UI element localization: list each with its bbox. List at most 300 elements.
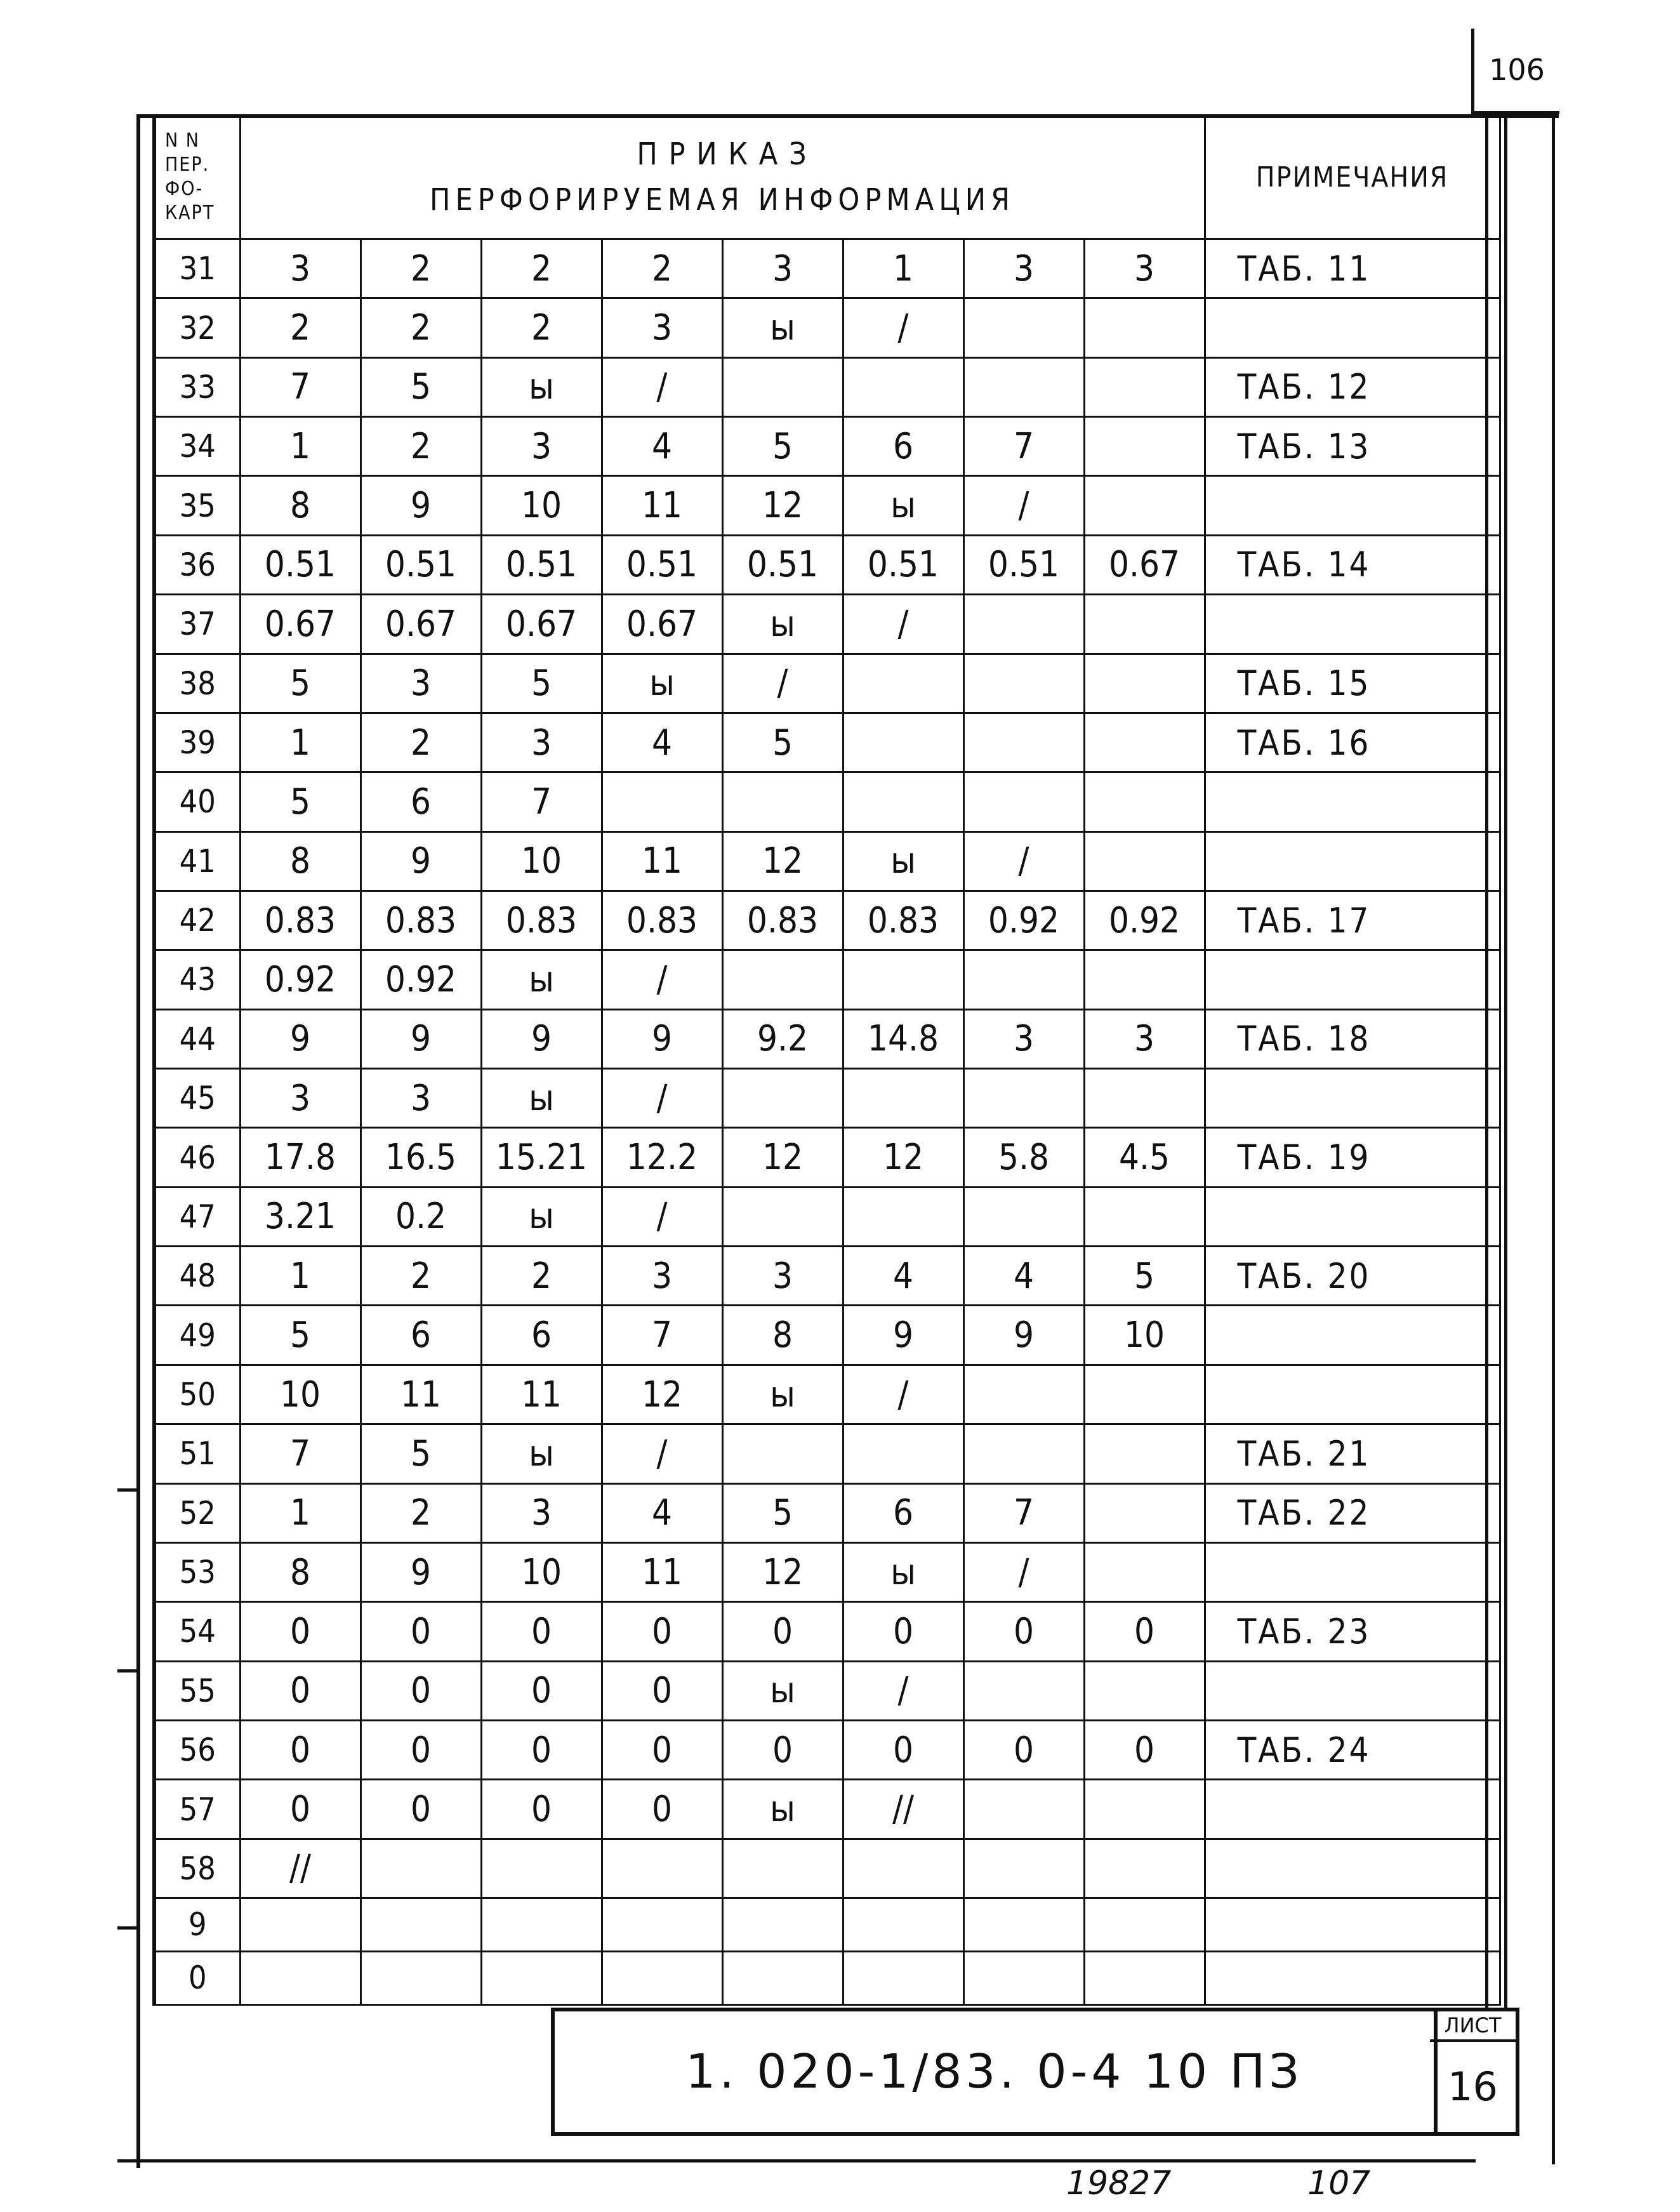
table-row (154, 1602, 1500, 1661)
data-cell: 4 (843, 1247, 963, 1306)
note-cell: ТАБ. 24 (1205, 1720, 1500, 1779)
data-cell: 1 (240, 417, 360, 476)
card-number: 42 (154, 891, 240, 950)
data-cell: 0 (240, 1602, 360, 1661)
data-cell: 3 (240, 239, 360, 298)
table-row (154, 1247, 1500, 1306)
data-cell: 9 (481, 1009, 602, 1068)
data-cell: ы (843, 476, 963, 535)
data-cell: 7 (240, 1424, 360, 1483)
frame-right-line-outer (1552, 114, 1555, 2164)
note-cell (1205, 950, 1500, 1009)
table-row (154, 1128, 1500, 1187)
data-cell: 12 (843, 1128, 963, 1187)
data-cell: 0 (602, 1780, 722, 1839)
data-cell (963, 1187, 1084, 1246)
data-cell: 0.67 (240, 595, 360, 654)
header-order (240, 116, 1205, 239)
data-cell: 12 (722, 476, 843, 535)
margin-tick (117, 1926, 140, 1930)
note-cell (1205, 1542, 1500, 1601)
data-cell: 8 (240, 1542, 360, 1601)
data-cell: 0 (963, 1720, 1084, 1779)
card-number: 32 (154, 298, 240, 357)
data-cell: / (843, 298, 963, 357)
data-cell: 5 (481, 654, 602, 713)
data-cell: 10 (481, 831, 602, 891)
data-cell: / (843, 1661, 963, 1720)
data-cell: 5 (1084, 1247, 1205, 1306)
data-cell: 0 (722, 1720, 843, 1779)
table-row (154, 831, 1500, 891)
data-cell: 3 (963, 1009, 1084, 1068)
data-cell: 3 (481, 713, 602, 772)
data-cell: / (843, 595, 963, 654)
header-num-line: ПЕР. (165, 154, 210, 176)
data-cell (963, 357, 1084, 416)
footer-number-left: 19827 (1066, 2164, 1172, 2202)
data-cell: 5 (360, 357, 481, 416)
table-body (154, 239, 1500, 2005)
data-cell: 14.8 (843, 1009, 963, 1068)
data-cell: 3 (360, 654, 481, 713)
card-number: 41 (154, 831, 240, 891)
data-cell: 10 (481, 1542, 602, 1601)
table-row (154, 891, 1500, 950)
data-cell: 7 (963, 417, 1084, 476)
data-cell: 0.67 (1084, 535, 1205, 594)
card-number: 53 (154, 1542, 240, 1601)
data-cell: 0.83 (722, 891, 843, 950)
table-row (154, 772, 1500, 831)
data-cell: 7 (602, 1306, 722, 1365)
table-row (154, 1187, 1500, 1246)
data-cell (1084, 417, 1205, 476)
page-number: 106 (1471, 29, 1559, 114)
data-cell: 0 (602, 1602, 722, 1661)
note-cell (1205, 831, 1500, 891)
data-cell: 0 (360, 1720, 481, 1779)
data-cell: 6 (843, 1483, 963, 1542)
table-row (154, 476, 1500, 535)
data-cell: 8 (240, 476, 360, 535)
data-cell: 6 (481, 1306, 602, 1365)
note-cell: ТАБ. 20 (1205, 1247, 1500, 1306)
card-number: 52 (154, 1483, 240, 1542)
card-number: 45 (154, 1069, 240, 1128)
data-cell: 9 (360, 1542, 481, 1601)
note-cell (1205, 772, 1500, 831)
data-cell: ы (843, 1542, 963, 1601)
table-row (154, 1898, 1500, 1952)
data-cell: 11 (481, 1365, 602, 1424)
data-cell: / (722, 654, 843, 713)
document-code: 1. 020-1/83. 0-4 10 ПЗ (551, 2008, 1438, 2136)
data-cell: 16.5 (360, 1128, 481, 1187)
data-cell: 10 (481, 476, 602, 535)
data-cell: 9 (963, 1306, 1084, 1365)
note-cell: ТАБ. 11 (1205, 239, 1500, 298)
data-cell (1084, 1661, 1205, 1720)
data-cell (1084, 1365, 1205, 1424)
card-number: 0 (154, 1951, 240, 2004)
data-cell: 4 (963, 1247, 1084, 1306)
card-number: 43 (154, 950, 240, 1009)
data-cell: 0 (602, 1661, 722, 1720)
table-row (154, 1951, 1500, 2004)
card-number: 49 (154, 1306, 240, 1365)
data-cell: 3 (722, 1247, 843, 1306)
data-cell: 2 (360, 1247, 481, 1306)
data-cell: 0.51 (602, 535, 722, 594)
data-cell (1084, 1424, 1205, 1483)
data-cell (963, 654, 1084, 713)
card-number: 46 (154, 1128, 240, 1187)
data-cell: 0.92 (963, 891, 1084, 950)
note-cell: ТАБ. 21 (1205, 1424, 1500, 1483)
data-cell: 0 (481, 1720, 602, 1779)
data-cell: 3 (722, 239, 843, 298)
data-cell: 12 (602, 1365, 722, 1424)
data-cell: ы (481, 950, 602, 1009)
data-cell (963, 950, 1084, 1009)
data-cell: 0 (481, 1661, 602, 1720)
data-cell: 2 (481, 298, 602, 357)
data-cell: 6 (843, 417, 963, 476)
data-cell (1084, 595, 1205, 654)
data-cell: 0 (240, 1661, 360, 1720)
data-cell: 3 (602, 1247, 722, 1306)
data-cell: 6 (360, 1306, 481, 1365)
data-cell: ы (481, 1424, 602, 1483)
data-cell (843, 1069, 963, 1128)
data-cell: 4 (602, 713, 722, 772)
data-cell: 0.92 (240, 950, 360, 1009)
sheet-number: 16 (1448, 2063, 1498, 2110)
header-num-line: КАРТ (165, 202, 215, 224)
data-cell: 2 (240, 298, 360, 357)
data-cell: 0 (240, 1780, 360, 1839)
data-cell: 2 (360, 298, 481, 357)
data-cell: / (843, 1365, 963, 1424)
data-cell: 0.83 (602, 891, 722, 950)
data-cell: 0.67 (602, 595, 722, 654)
data-cell: 10 (240, 1365, 360, 1424)
sheet-label: ЛИСТ (1430, 2011, 1516, 2042)
margin-tick (117, 1488, 140, 1492)
data-cell: 0.51 (360, 535, 481, 594)
data-cell: 5 (360, 1424, 481, 1483)
data-cell: 0 (360, 1780, 481, 1839)
card-number: 34 (154, 417, 240, 476)
data-cell: 5 (722, 417, 843, 476)
data-cell (843, 1424, 963, 1483)
note-cell (1205, 1898, 1500, 1952)
header-num-line: N N (165, 129, 200, 152)
data-cell: 0 (843, 1602, 963, 1661)
data-cell (963, 298, 1084, 357)
data-cell: 1 (843, 239, 963, 298)
data-cell (963, 772, 1084, 831)
data-cell (843, 357, 963, 416)
header-card-number (154, 116, 240, 239)
data-cell: 11 (602, 831, 722, 891)
data-cell: // (843, 1780, 963, 1839)
data-cell: 3 (1084, 1009, 1205, 1068)
data-cell: 0 (240, 1720, 360, 1779)
bottom-rule (117, 2159, 1476, 2162)
card-number: 44 (154, 1009, 240, 1068)
table-row (154, 1069, 1500, 1128)
data-cell: 0.92 (360, 950, 481, 1009)
note-cell (1205, 476, 1500, 535)
card-number: 33 (154, 357, 240, 416)
data-cell: 3.21 (240, 1187, 360, 1246)
note-cell: ТАБ. 14 (1205, 535, 1500, 594)
data-cell: 0.92 (1084, 891, 1205, 950)
data-cell: / (602, 357, 722, 416)
header-num-line: ФО- (165, 178, 204, 200)
note-cell: ТАБ. 12 (1205, 357, 1500, 416)
data-cell (1084, 772, 1205, 831)
data-cell: 2 (481, 239, 602, 298)
data-cell: 12.2 (602, 1128, 722, 1187)
card-number: 54 (154, 1602, 240, 1661)
note-cell: ТАБ. 15 (1205, 654, 1500, 713)
data-cell: / (602, 1424, 722, 1483)
data-cell (1084, 950, 1205, 1009)
data-cell (240, 1951, 360, 2004)
data-cell (360, 1839, 481, 1898)
table-row (154, 1839, 1500, 1898)
data-cell (1084, 1951, 1205, 2004)
data-cell: 0 (360, 1661, 481, 1720)
data-cell (722, 772, 843, 831)
data-cell (963, 1069, 1084, 1128)
note-cell: ТАБ. 16 (1205, 713, 1500, 772)
data-cell: 0 (360, 1602, 481, 1661)
data-cell: 3 (602, 298, 722, 357)
data-cell: 5 (722, 713, 843, 772)
data-cell: 4 (602, 417, 722, 476)
data-cell (963, 1424, 1084, 1483)
punch-card-table-wrap (152, 114, 1498, 2006)
data-cell: 0.51 (963, 535, 1084, 594)
card-number: 57 (154, 1780, 240, 1839)
data-cell: 15.21 (481, 1128, 602, 1187)
card-number: 31 (154, 239, 240, 298)
data-cell: 4.5 (1084, 1128, 1205, 1187)
data-cell (963, 595, 1084, 654)
note-cell (1205, 595, 1500, 654)
data-cell: 0.51 (722, 535, 843, 594)
data-cell (1084, 1780, 1205, 1839)
data-cell: / (602, 1187, 722, 1246)
data-cell (722, 1424, 843, 1483)
data-cell (602, 1839, 722, 1898)
card-number: 38 (154, 654, 240, 713)
table-row (154, 1424, 1500, 1483)
data-cell (722, 1951, 843, 2004)
data-cell: 4 (602, 1483, 722, 1542)
data-cell: 9 (360, 1009, 481, 1068)
card-number: 50 (154, 1365, 240, 1424)
data-cell (240, 1898, 360, 1952)
data-cell (1084, 1483, 1205, 1542)
data-cell: 3 (481, 417, 602, 476)
note-cell (1205, 1780, 1500, 1839)
data-cell: ы (843, 831, 963, 891)
data-cell: 5 (240, 772, 360, 831)
data-cell: 9 (240, 1009, 360, 1068)
data-cell: 12 (722, 1542, 843, 1601)
note-cell (1205, 1306, 1500, 1365)
note-cell (1205, 1365, 1500, 1424)
data-cell (722, 1898, 843, 1952)
card-number: 58 (154, 1839, 240, 1898)
data-cell: 1 (240, 1247, 360, 1306)
note-cell (1205, 1661, 1500, 1720)
data-cell: 2 (360, 1483, 481, 1542)
data-cell: ы (722, 1365, 843, 1424)
data-cell: 10 (1084, 1306, 1205, 1365)
card-number: 51 (154, 1424, 240, 1483)
table-row (154, 298, 1500, 357)
data-cell: 7 (481, 772, 602, 831)
data-cell: 9.2 (722, 1009, 843, 1068)
data-cell (843, 950, 963, 1009)
data-cell (1084, 713, 1205, 772)
data-cell: 0.2 (360, 1187, 481, 1246)
data-cell: 11 (602, 1542, 722, 1601)
data-cell: 17.8 (240, 1128, 360, 1187)
data-cell (843, 713, 963, 772)
note-cell: ТАБ. 19 (1205, 1128, 1500, 1187)
header-title: П Р И К А З (637, 136, 808, 172)
note-cell (1205, 298, 1500, 357)
data-cell: / (963, 831, 1084, 891)
data-cell: 0.83 (843, 891, 963, 950)
data-cell: 5.8 (963, 1128, 1084, 1187)
data-cell: 8 (722, 1306, 843, 1365)
data-cell: 0 (963, 1602, 1084, 1661)
data-cell: 3 (481, 1483, 602, 1542)
table-row (154, 1306, 1500, 1365)
table-row (154, 417, 1500, 476)
data-cell: 3 (240, 1069, 360, 1128)
data-cell: ы (481, 1187, 602, 1246)
data-cell (963, 1898, 1084, 1952)
data-cell (1084, 298, 1205, 357)
data-cell (843, 654, 963, 713)
data-cell: ы (722, 595, 843, 654)
data-cell: 1 (240, 713, 360, 772)
table-row (154, 713, 1500, 772)
data-cell: 9 (360, 831, 481, 891)
data-cell (481, 1839, 602, 1898)
data-cell: 2 (360, 239, 481, 298)
data-cell (843, 1898, 963, 1952)
margin-tick (117, 1669, 140, 1672)
data-cell: 11 (602, 476, 722, 535)
data-cell (1084, 1898, 1205, 1952)
table-row (154, 654, 1500, 713)
data-cell (963, 713, 1084, 772)
note-cell: ТАБ. 13 (1205, 417, 1500, 476)
card-number: 56 (154, 1720, 240, 1779)
data-cell (481, 1898, 602, 1952)
data-cell (722, 357, 843, 416)
data-cell: 9 (843, 1306, 963, 1365)
data-cell: / (963, 1542, 1084, 1601)
data-cell: 11 (360, 1365, 481, 1424)
data-cell (963, 1951, 1084, 2004)
data-cell: 2 (360, 713, 481, 772)
card-number: 39 (154, 713, 240, 772)
data-cell (843, 1187, 963, 1246)
data-cell: 0.51 (843, 535, 963, 594)
note-cell (1205, 1187, 1500, 1246)
data-cell (602, 772, 722, 831)
data-cell (1084, 357, 1205, 416)
table-row (154, 1661, 1500, 1720)
data-cell: 0 (602, 1720, 722, 1779)
table-row (154, 1780, 1500, 1839)
data-cell: 0.83 (360, 891, 481, 950)
data-cell: 6 (360, 772, 481, 831)
data-cell (602, 1951, 722, 2004)
data-cell: / (602, 1069, 722, 1128)
data-cell (843, 772, 963, 831)
data-cell: 0 (843, 1720, 963, 1779)
data-cell (843, 1839, 963, 1898)
data-cell: 2 (481, 1247, 602, 1306)
data-cell (1084, 654, 1205, 713)
note-cell (1205, 1069, 1500, 1128)
data-cell: / (963, 476, 1084, 535)
header-notes: ПРИМЕЧАНИЯ (1205, 116, 1500, 239)
note-cell (1205, 1951, 1500, 2004)
data-cell: 9 (602, 1009, 722, 1068)
table-row (154, 595, 1500, 654)
data-cell (360, 1898, 481, 1952)
data-cell (1084, 1187, 1205, 1246)
data-cell (963, 1661, 1084, 1720)
data-cell (722, 1187, 843, 1246)
note-cell: ТАБ. 17 (1205, 891, 1500, 950)
table-row (154, 1483, 1500, 1542)
data-cell: ы (722, 1661, 843, 1720)
data-cell: 8 (240, 831, 360, 891)
data-cell: 2 (360, 417, 481, 476)
data-cell: 3 (963, 239, 1084, 298)
data-cell: 5 (240, 654, 360, 713)
data-cell: 0.51 (481, 535, 602, 594)
data-cell: ы (481, 1069, 602, 1128)
data-cell: 0 (722, 1602, 843, 1661)
data-cell (1084, 1542, 1205, 1601)
header-subtitle: ПЕРФОРИРУЕМАЯ ИНФОРМАЦИЯ (430, 182, 1015, 218)
data-cell (843, 1951, 963, 2004)
card-number: 47 (154, 1187, 240, 1246)
data-cell (1084, 476, 1205, 535)
sheet-box (1430, 2008, 1519, 2136)
data-cell: 3 (1084, 239, 1205, 298)
data-cell: 0.67 (481, 595, 602, 654)
data-cell: 0 (1084, 1720, 1205, 1779)
data-cell: 0.83 (481, 891, 602, 950)
note-cell: ТАБ. 23 (1205, 1602, 1500, 1661)
